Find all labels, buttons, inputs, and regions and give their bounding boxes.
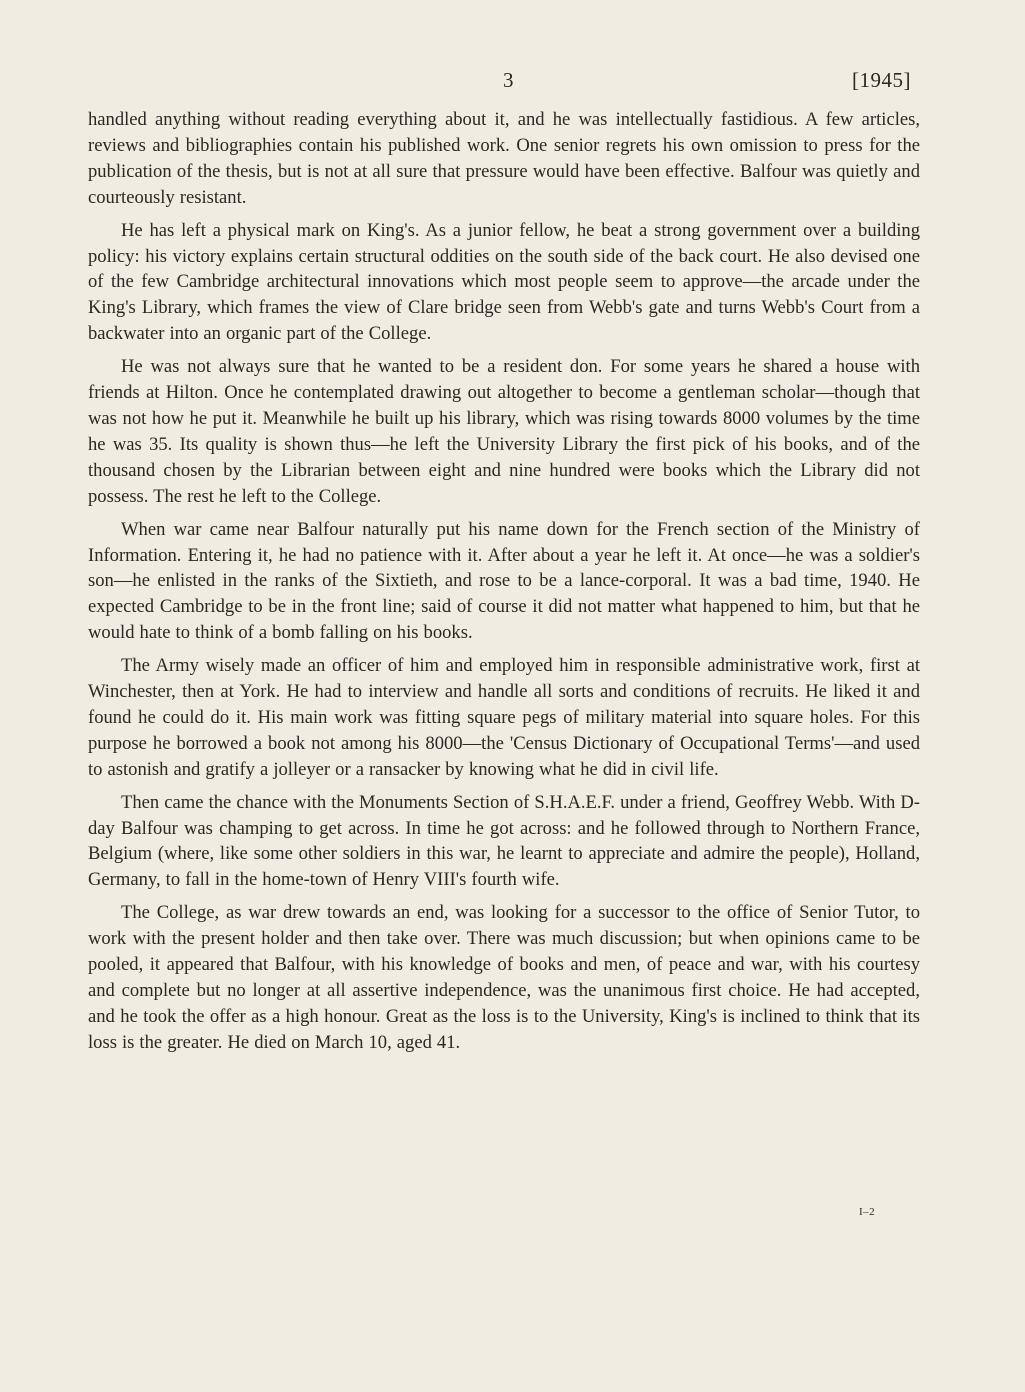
paragraph: handled anything without reading everything about it, and he was intellectually fastidious. A few articles, reviews and bibliographies contain his published work. One senior regrets his own omission to press for the publication of the thesis, but is not at all sure that pressure would have been effective. Balfour was quietly and courteously resistant. [88,109,920,208]
signature-mark: I–2 [859,1206,876,1218]
paragraph: The College, as war drew towards an end, was looking for a successor to the office of Senior Tutor, to work with the present holder and then take over. There was much discussion; but when opinions came to be pooled, it appeared that Balfour, with his knowledge of books and men, of peace and war, with his courtesy and complete but no longer at all assertive independence, was the unanimous first choice. He had accepted, and he took the offer as a high honour. Great as the loss is to the University, King's is inclined to think that its loss is the greater. He died on March 10, aged 41. [88,902,920,1053]
paragraph: He has left a physical mark on King's. As a junior fellow, he beat a strong government over a building policy: his victory explains certain structural oddities on the south side of the back court. He also devised one of the few Cambridge architectural innovations which most people seem to approve—the arcade under the King's Library, which frames the view of Clare bridge seen from Webb's gate and turns Webb's Court from a backwater into an organic part of the College. [88,219,920,345]
paragraph: The Army wisely made an officer of him and employed him in responsible administrative work, first at Winchester, then at York. He had to interview and handle all sorts and conditions of recruits. He liked it and found he could do it. His main work was fitting square pegs of military material into square holes. For this purpose he borrowed a book not among his 8000—the 'Census Dictionary of Occupational Terms'—and used to astonish and gratify a jolleyer or a ransacker by knowing what he did in civil life. [88,655,920,780]
paragraph: He was not always sure that he wanted to be a resident don. For some years he shared a house with friends at Hilton. Once he contemplated drawing out altogether to become a gentleman scholar—though that was not how he put it. Meanwhile he built up his library, which was rising towards 8000 volumes by the time he was 35. Its quality is shown thus—he left the University Library the first pick of his books, and of the thousand chosen by the Librarian between eight and nine hundred were books which the Library did not possess. The rest he left to the College. [88,356,920,507]
body-text [88,107,920,1063]
paragraph: When war came near Balfour naturally put his name down for the French section of the Ministry of Information. Entering it, he had no patience with it. After about a year he left it. At once—he was a soldier's son—he enlisted in the ranks of the Sixtieth, and rose to be a lance-corporal. It was a bad time, 1940. He expected Cambridge to be in the front line; said of course it did not matter what happened to him, but that he would hate to think of a bomb falling on his books. [88,518,920,644]
page-year: [1945] [852,68,911,92]
page-number: 3 [503,68,514,92]
paragraph: Then came the chance with the Monuments Section of S.H.A.E.F. under a friend, Geoffrey Webb. With D-day Balfour was champing to get across. In time he got across: and he followed through to Northern France, Belgium (where, like some other soldiers in this war, he learnt to appreciate and admire the people), Holland, Germany, to fall in the home-town of Henry VIII's fourth wife. [88,791,920,891]
